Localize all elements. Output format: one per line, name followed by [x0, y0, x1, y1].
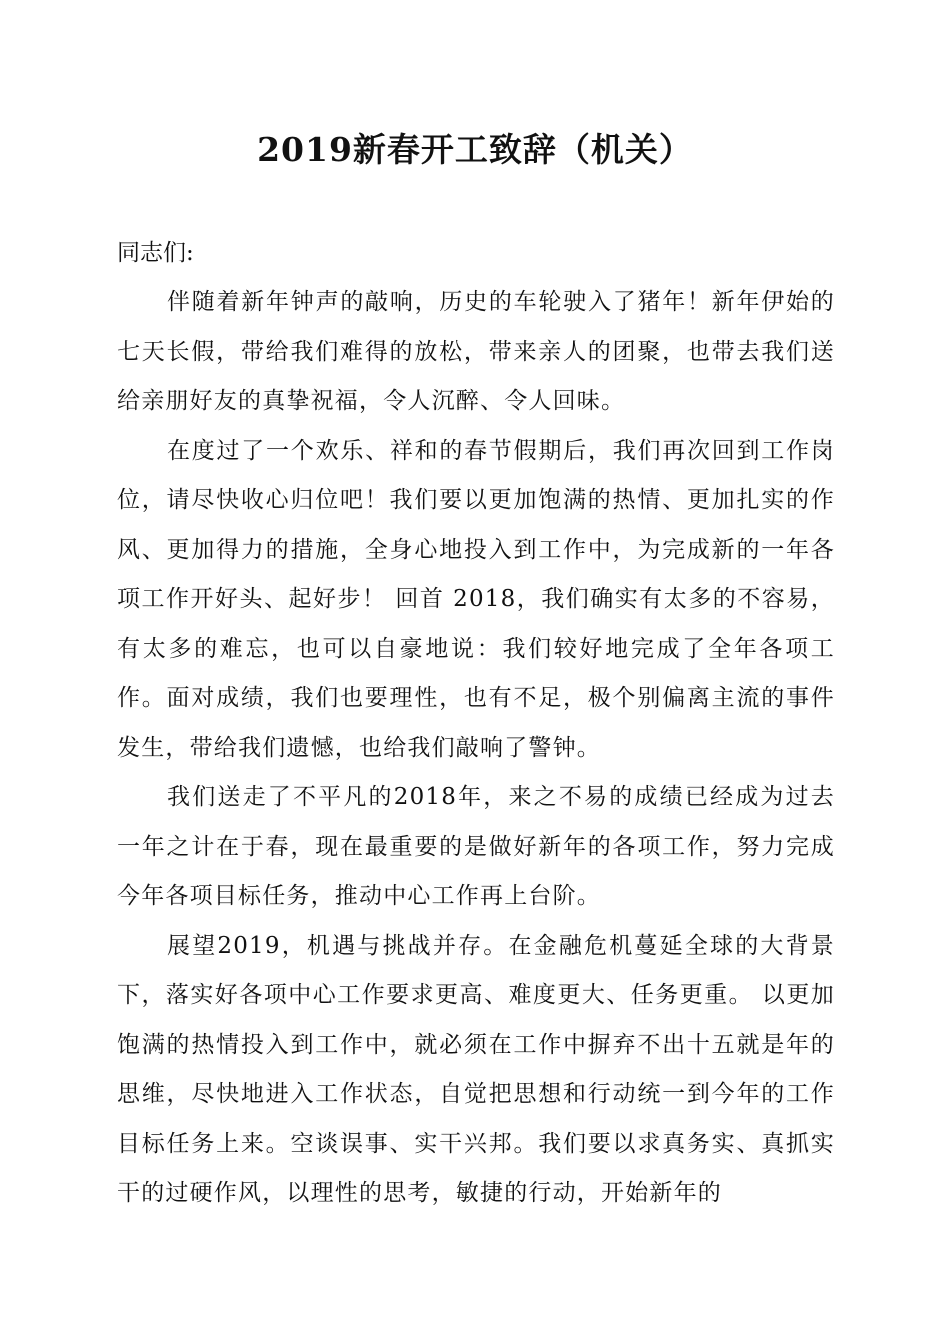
- document-title: 2019新春开工致辞（机关）: [257, 130, 693, 169]
- salutation: 同志们:: [117, 240, 194, 266]
- paragraph: 展望2019，机遇与挑战并存。在金融危机蔓延全球的大背景下，落实好各项中心工作要求更高、难度更大、任务更重。 以更加饱满的热情投入到工作中，就必须在工作中摒弃不出十五就是年的思维，尽快地进入工作状态，自觉把思想和行动统一到今年的工作目标任务上来。空谈误事、实干兴邦。我们要以求真务实、真抓实干的过硬作风，以理性的思考，敏捷的行动，开始新年的: [117, 932, 835, 1206]
- document-body: [117, 228, 835, 1219]
- paragraph: 伴随着新年钟声的敲响，历史的车轮驶入了猪年！新年伊始的七天长假，带给我们难得的放松，带来亲人的团聚，也带去我们送给亲朋好友的真挚祝福，令人沉醉、令人回味。: [117, 289, 835, 414]
- paragraph: 在度过了一个欢乐、祥和的春节假期后，我们再次回到工作岗位，请尽快收心归位吧！我们要以更加饱满的热情、更加扎实的作风、更加得力的措施，全身心地投入到工作中，为完成新的一年各项工作开好头、起好步！ 回首 2018，我们确实有太多的不容易，有太多的难忘，也可以自豪地说：我们较好地完成了全年各项工作。面对成绩，我们也要理性，也有不足，极个别偏离主流的事件发生，带给我们遗憾，也给我们敲响了警钟。: [117, 437, 835, 761]
- paragraph: 我们送走了不平凡的2018年，来之不易的成绩已经成为过去一年之计在于春，现在最重要的是做好新年的各项工作，努力完成今年各项目标任务，推动中心工作再上台阶。: [117, 784, 835, 909]
